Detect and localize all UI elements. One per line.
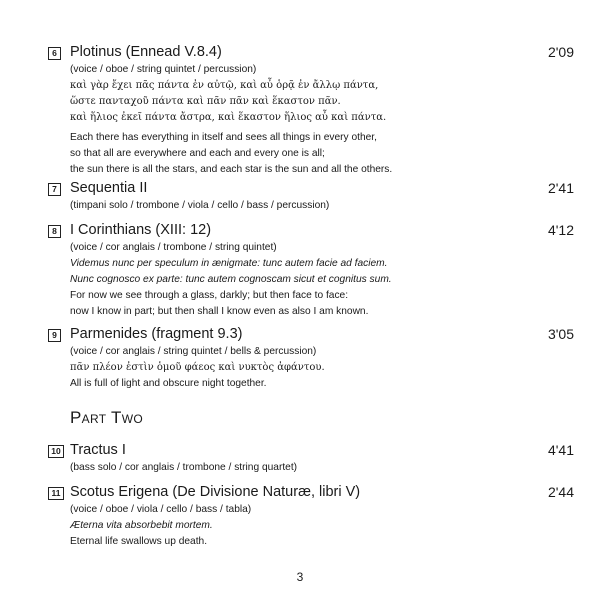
track-duration: 3'05 (547, 326, 574, 342)
track-details (70, 460, 570, 476)
track-duration: 4'12 (547, 222, 574, 238)
english-translation-line: Eternal life swallows up death. (70, 536, 208, 547)
instrumentation: (bass solo / cor anglais / trombone / string quartet) (70, 462, 298, 473)
track-duration: 2'44 (547, 484, 574, 500)
track-details (70, 62, 570, 178)
track-details (70, 198, 570, 214)
track-title: Scotus Erigena (De Divisione Naturæ, libri V) (70, 484, 361, 500)
latin-text-line: Æterna vita absorbebit mortem. (70, 520, 213, 531)
track-title: Sequentia II (70, 180, 148, 196)
greek-text-line: πᾶν πλέον ἐστὶν ὁμοῦ φάεος καὶ νυκτὸς ἀφάντου. (70, 362, 325, 373)
english-translation-line: the sun there is all the stars, and each star is the sun and all the others. (70, 164, 393, 175)
page-number: 3 (296, 570, 304, 584)
track-details (70, 502, 570, 550)
part-two-heading: Part Two (70, 408, 143, 427)
english-translation-line: now I know in part; but then shall I know even as also I am known. (70, 306, 369, 317)
track-number: 7 (48, 183, 61, 196)
english-translation-line: Each there has everything in itself and sees all things in every other, (70, 132, 377, 143)
track-details (70, 240, 570, 320)
instrumentation: (voice / oboe / string quintet / percussion) (70, 64, 257, 75)
instrumentation: (voice / cor anglais / string quintet / bells & percussion) (70, 346, 317, 357)
latin-text-line: Videmus nunc per speculum in ænigmate: tunc autem facie ad faciem. (70, 258, 388, 269)
track-number: 9 (48, 329, 61, 342)
instrumentation: (voice / cor anglais / trombone / string quintet) (70, 242, 277, 253)
latin-text-line: Nunc cognosco ex parte: tunc autem cognoscam sicut et cognitus sum. (70, 274, 392, 285)
track-duration: 4'41 (547, 442, 574, 458)
track-details (70, 344, 570, 392)
track-duration: 2'41 (547, 180, 574, 196)
english-translation-line: All is full of light and obscure night together. (70, 378, 267, 389)
greek-text-line: ὥστε πανταχοῦ πάντα καὶ πᾶν πᾶν καὶ ἕκαστον πᾶν. (70, 96, 341, 107)
track-title: Parmenides (fragment 9.3) (70, 326, 243, 342)
track-number: 6 (48, 47, 61, 60)
greek-text-line: καὶ γὰρ ἔχει πᾶς πάντα ἐν αὐτῷ, καὶ αὖ ὁρᾷ ἐν ἄλλῳ πάντα, (70, 80, 379, 91)
english-translation-line: For now we see through a glass, darkly; but then face to face: (70, 290, 349, 301)
track-title: Plotinus (Ennead V.8.4) (70, 44, 222, 60)
track-title: Tractus I (70, 442, 126, 458)
english-translation-line: so that all are everywhere and each and every one is all; (70, 148, 325, 159)
track-duration: 2'09 (547, 44, 574, 60)
instrumentation: (timpani solo / trombone / viola / cello / bass / percussion) (70, 200, 330, 211)
greek-text-line: καὶ ἥλιος ἐκεῖ πάντα ἄστρα, καὶ ἕκαστον ἥλιος αὖ καὶ πάντα. (70, 112, 387, 123)
track-number: 10 (48, 445, 64, 458)
track-number: 11 (48, 487, 64, 500)
track-number: 8 (48, 225, 61, 238)
instrumentation: (voice / oboe / viola / cello / bass / tabla) (70, 504, 252, 515)
track-title: I Corinthians (XIII: 12) (70, 222, 212, 238)
